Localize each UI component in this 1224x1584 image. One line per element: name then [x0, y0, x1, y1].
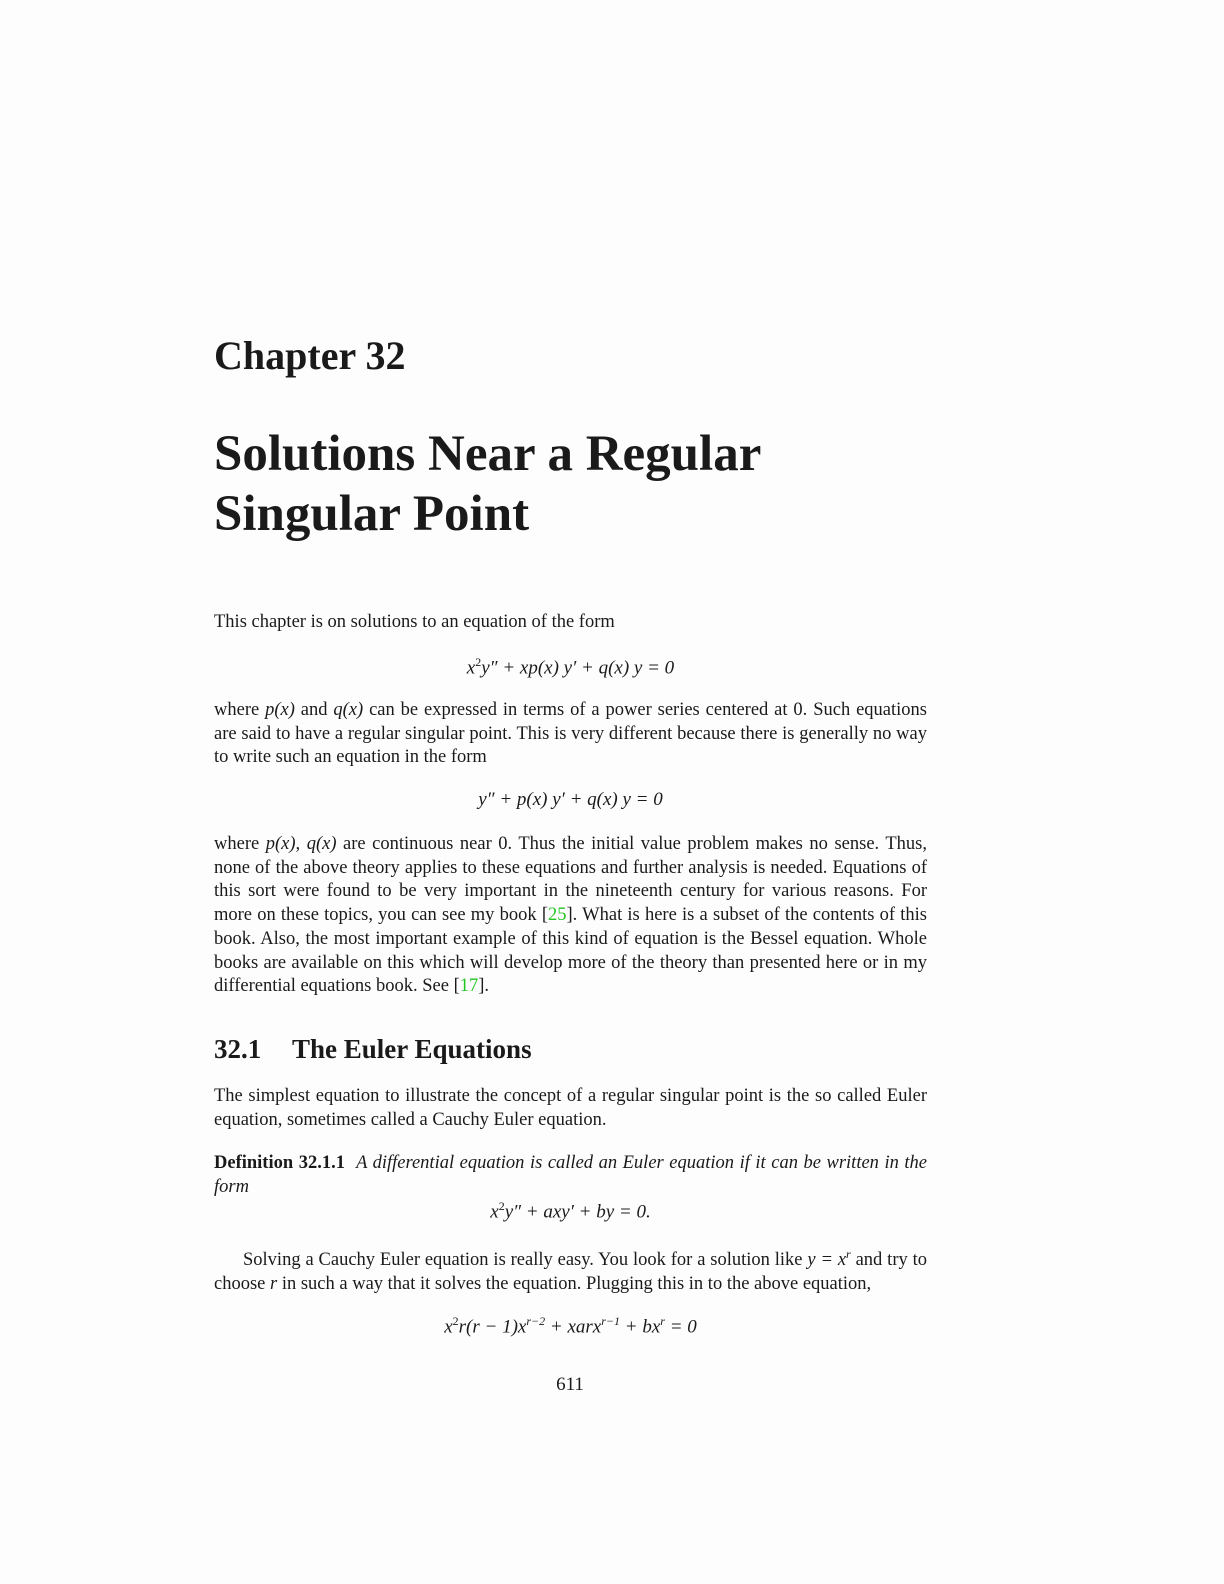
- section-number: 32.1: [214, 1034, 262, 1064]
- page-number: 611: [556, 1374, 584, 1395]
- paragraph-3: where p(x), q(x) are continuous near 0. Thus the initial value problem makes no sense. Thus, none of the above theory applies to these equations and further analysis is needed. Equations of this sort were found to be very important in the nineteenth century for various reasons. For more on these topics, you can see my book [25]. What is here is a subset of the contents of this book. Also, the most important example of this kind of equation is the Bessel equation. Whole books are available on this which will develop more of the theory than presented here or in my differential equations book. See [17].: [214, 834, 927, 997]
- chapter-title-line2: Singular Point: [214, 486, 530, 542]
- citation-link-25[interactable]: 25: [548, 905, 567, 926]
- equation-1: $x^2y'' + xp(x) y' + q(x) y = 0$: [466, 655, 675, 679]
- citation-link-17[interactable]: 17: [459, 976, 479, 997]
- definition: [214, 1152, 927, 1199]
- section-heading: [214, 1034, 532, 1065]
- chapter-label: Chapter 32: [214, 333, 406, 378]
- definition-text: A differential equation is called an Euler equation if it can be written in the form: [214, 1153, 928, 1197]
- equation-4: $x^2r(r - 1)x^{r-2}$ + xarx$^{r-1}$ + $bx^r = 0$: [444, 1314, 697, 1338]
- paragraph-4: The simplest equation to illustrate the concept of a regular singular point is the so called Euler equation, sometimes called a Cauchy Euler equation.: [214, 1086, 927, 1130]
- chapter-title-line1: Solutions Near a Regular: [214, 426, 762, 482]
- paragraph-5: Solving a Cauchy Euler equation is really easy. You look for a solution like $y = x^r$ and try to choose r in such a way that it solves the equation. Plugging this in to the above equation,: [214, 1247, 927, 1294]
- section-title: The Euler Equations: [292, 1034, 532, 1064]
- equation-3: $x^2y'' + axy'$ + by = 0.: [490, 1199, 651, 1223]
- equation-2: y″ + p(x) y′ + q(x) y = 0: [478, 789, 663, 810]
- definition-label: Definition 32.1.1: [214, 1153, 345, 1173]
- chapter-title: [214, 424, 974, 544]
- paragraph-2: where p(x) and q(x) can be expressed in terms of a power series centered at 0. Such equations are said to have a regular singular point. This is very different because there is generally no way to write such an equation in the form: [214, 700, 927, 768]
- intro-paragraph: This chapter is on solutions to an equation of the form: [214, 612, 615, 632]
